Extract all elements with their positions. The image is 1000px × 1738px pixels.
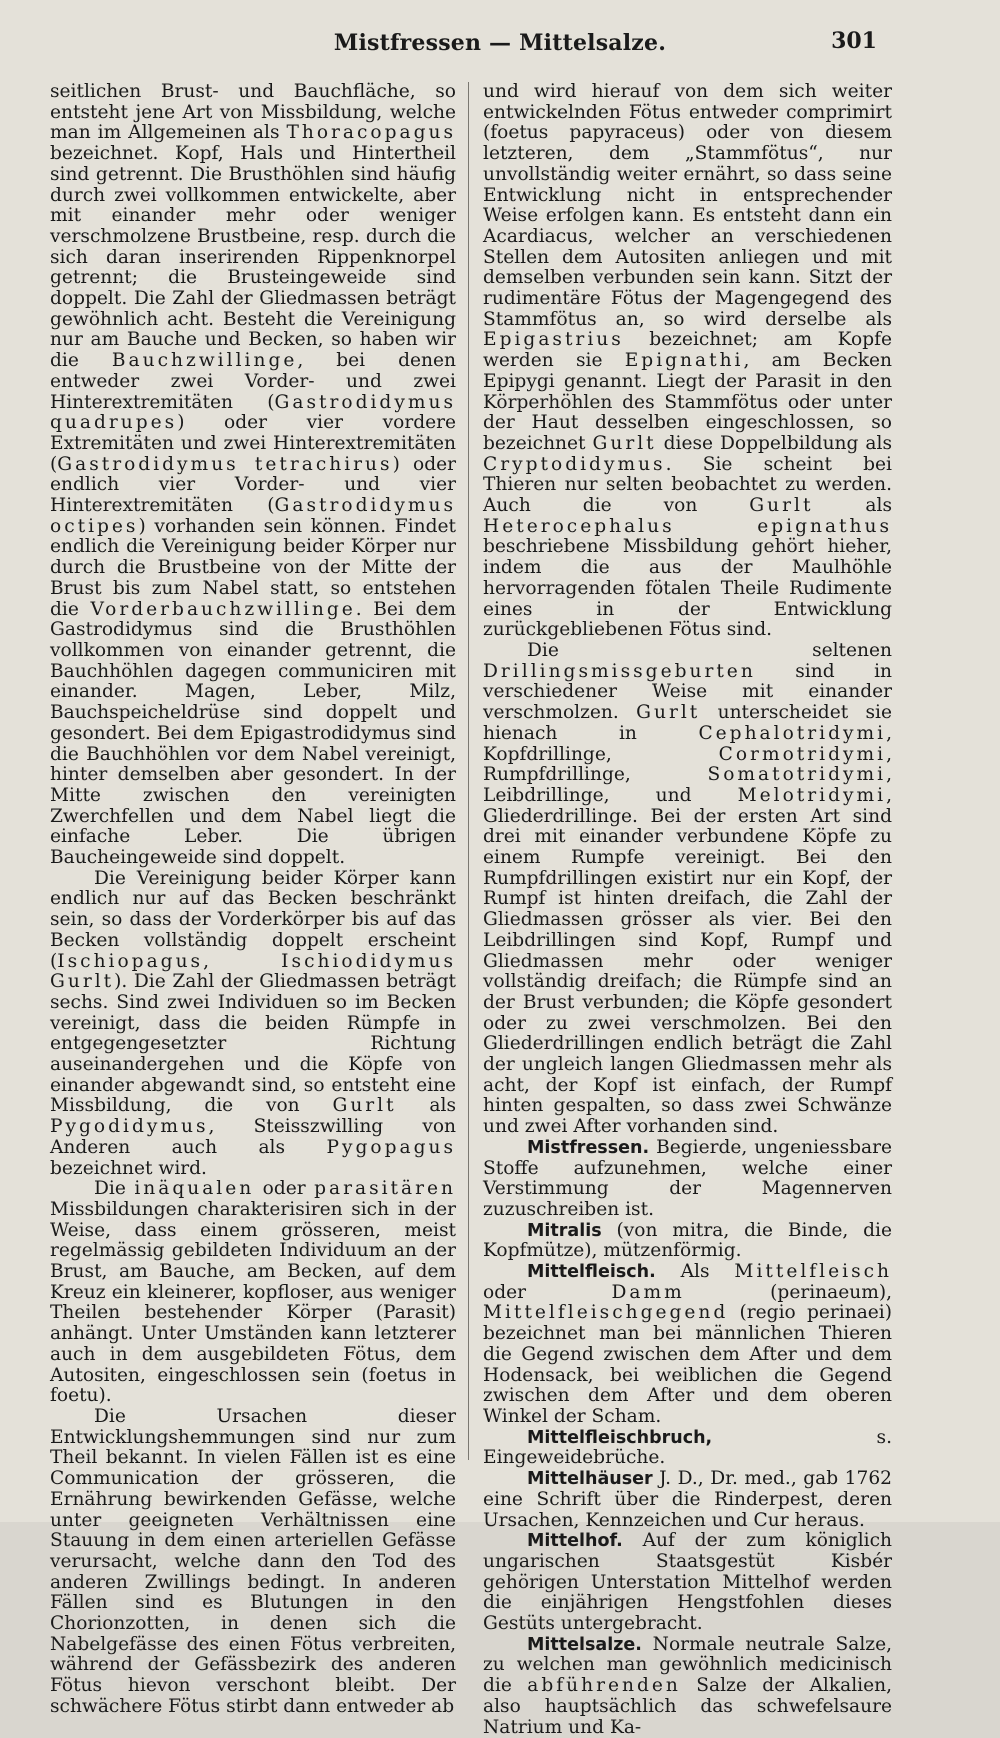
entry-mittelhaeuser xyxy=(483,1469,892,1531)
text: bezeichnet. Kopf, Hals und Hintertheil sind getrennt. Die Brusthöhlen sind häufig durch zwei vollkommen entwickelte, aber mit einander mehr oder weniger verschmolzene Brustbeine, resp. durch die sich daran inserirenden Rippenknorpel getrennt; die Brusteingeweide sind doppelt. Die Zahl der Gliedmassen beträgt gewöhnlich acht. Besteht die Vereinigung nur am Bauche und Becken, so haben wir die xyxy=(50,143,456,372)
headword: Mistfressen. xyxy=(527,1137,650,1158)
paragraph-ischiopagus xyxy=(50,869,456,1180)
text: , Steisszwilling von Anderen auch als xyxy=(50,1116,456,1158)
text: , Kopfdrillinge, xyxy=(483,722,892,765)
term: Gastrodidymus tetrachirus xyxy=(57,453,393,475)
term: Gurlt xyxy=(749,495,814,517)
term: Thoracopagus xyxy=(286,122,456,144)
term: Epigastrius xyxy=(483,329,624,351)
text: Die seltenen xyxy=(527,639,892,661)
text: , Leibdrillinge, und xyxy=(483,764,892,806)
text: und wird hierauf von dem sich weiter entwickelnden Fötus entweder comprimirt (foetus papyraceus) oder von diesem letzteren, dem „Stammfötus“, nur unvollständig weiter ernährt, so dass seine Entwicklung nicht in entsprechender Weise erfolgen kann. Es entsteht dann ein Acardiacus, welcher an verschiedenen Stellen dem Autositen anliegen und mit demselben verbunden sein kann. Sitzt der rudimentäre Fötus der Magengegend des Stammfötus an, so wird derselbe als xyxy=(483,81,892,330)
text: Die Vereinigung beider Körper kann endlich nur auf das Becken beschränkt sein, so dass der Vorderkörper bis auf das Becken vollständig doppelt erscheint ( xyxy=(50,867,456,972)
page-number: 301 xyxy=(831,28,877,54)
headword: Mitralis xyxy=(527,1220,602,1241)
term: Cryptodidymus xyxy=(483,453,666,475)
entry-text: J. D., Dr. med., gab 1762 eine Schrift über die Rinderpest, deren Ursachen, Kennzeichen und Cur heraus. xyxy=(483,1468,892,1531)
entry-text: Begierde, ungeniessbare Stoffe aufzunehmen, welche einer Verstimmung der Magennerven zuzuschreiben ist. xyxy=(483,1136,892,1220)
text: oder xyxy=(254,1178,315,1200)
text: . Bei dem Gastrodidymus sind die Brusthöhlen vollkommen von einander getrennt, die Bauchhöhlen dagegen communiciren mit einander. Magen, Leber, Milz, Bauchspeicheldrüse sind doppelt und gesondert. Bei dem Epigastrodidymus sind die Bauchhöhlen vor dem Nabel vereinigt, hinter demselben aber gesondert. In der Mitte zwischen den vereinigten Zwerchfellen und dem Nabel liegt die einfache Leber. Die übrigen Baucheingeweide sind doppelt. xyxy=(50,598,456,869)
text: Die xyxy=(94,1178,135,1200)
text: ) oder vier vordere Extremitäten und zwei Hinterextremitäten ( xyxy=(50,412,456,475)
text: als xyxy=(813,495,892,517)
entry-mittelfleischbruch xyxy=(483,1428,892,1469)
term: Cormotridymi xyxy=(718,743,887,765)
headword: Mittelsalze. xyxy=(527,1634,642,1655)
paragraph-thoracopagus xyxy=(50,82,456,869)
term: Pygopagus xyxy=(326,1136,456,1158)
paragraph-causes: Die Ursachen dieser Entwicklungshemmungen sind nur zum Theil bekannt. In vielen Fällen ist es eine Communication der grösseren, die Ernährung bewirkenden Gefässe, welche unter geeigneten Verhältnissen eine Stauung in dem einen arteriellen Gefässe verursacht, welche dann den Tod des anderen Zwillings bedingt. In anderen Fällen sind es Blutungen in den Chorionzotten, in denen sich die Nabelgefässe des einen Fötus verbreiten, während der Gefässbezirk des anderen Fötus hievon verschont bleibt. Der schwächere Fötus stirbt dann entweder ab xyxy=(50,1406,456,1717)
term: parasitären xyxy=(314,1178,456,1200)
text: bezeichnet; am Kopfe werden sie xyxy=(483,329,892,372)
text: ) oder endlich vier Vorder- und vier Hinterextremitäten ( xyxy=(50,453,456,517)
term: Vorderbauchzwillinge xyxy=(90,598,356,620)
term: Mittelfleisch xyxy=(734,1261,892,1283)
term: Gastrodidymus octipes xyxy=(50,495,456,537)
text: . Sie scheint bei Thieren nur selten beobachtet zu werden. Auch die von xyxy=(483,453,892,517)
text: , bei denen entweder zwei Vorder- und zwei Hinterextremitäten ( xyxy=(50,350,456,413)
term: Melotridymi xyxy=(737,784,887,806)
text: bezeichnet wird. xyxy=(50,1157,207,1179)
term: Gurlt xyxy=(592,432,657,454)
text: , am Becken Epipygi genannt. Liegt der Parasit in den Körperhöhlen des Stammfötus oder unter der Haut desselben eingeschlossen, so bezeichnet xyxy=(483,350,892,454)
entry-mittelsalze xyxy=(483,1635,892,1738)
text: unterscheidet sie hienach in xyxy=(483,702,892,744)
entry-text: s. Eingeweidebrüche. xyxy=(483,1426,892,1469)
text: oder xyxy=(483,1281,612,1303)
text: seitlichen Brust- und Bauchfläche, so entsteht jene Art von Missbildung, welche man im Allgemeinen als xyxy=(50,81,456,144)
text: ). Die Zahl der Gliedmassen beträgt sechs. Sind zwei Individuen so im Becken vereinigt, dass die beiden Rümpfe in entgegengesetzter Richtung auseinandergehen und die Köpfe von einander abgewandt sind, so entsteht eine Missbildung, die von xyxy=(50,971,456,1117)
text: beschriebene Missbildung gehört hieher, indem die aus der Maulhöhle hervorragenden fötalen Theile Rudimente eines in der Entwicklung zurückgebliebenen Fötus sind. xyxy=(483,536,892,641)
paragraph-drillinge xyxy=(483,641,892,1138)
term: Gastrodidymus quadrupes xyxy=(50,391,456,434)
headword: Mittelhäuser xyxy=(527,1469,653,1490)
entry-mistfressen xyxy=(483,1138,892,1221)
text: (perinaeum), xyxy=(684,1281,892,1303)
entry-mittelfleisch xyxy=(483,1262,892,1428)
term: Ischiopagus, Ischiodidymus Gurlt xyxy=(50,950,456,993)
term: abführenden xyxy=(527,1675,681,1697)
paragraph-parasitic xyxy=(50,1179,456,1407)
term: inäqualen xyxy=(134,1178,255,1200)
term: Mittelfleischgegend xyxy=(483,1302,729,1324)
header-title: Mistfressen — Mittelsalze. xyxy=(333,30,667,56)
term: Damm xyxy=(611,1281,685,1303)
left-column xyxy=(50,81,456,1717)
term: Somatotridymi xyxy=(707,764,887,786)
text: ) vorhanden sein können. Findet endlich die Vereinigung beider Körper nur durch die Brustbeine von der Mitte der Brust bis zum Nabel statt, so entstehen die xyxy=(50,515,456,620)
text: diese Doppelbildung als xyxy=(656,432,892,454)
entry-text: Auf der zum königlich ungarischen Staatsgestüt Kisbér gehörigen Unterstation Mittelhof werden die einjährigen Hengstfohlen dieses Gestüts untergebracht. xyxy=(483,1530,892,1635)
column-divider xyxy=(468,82,469,1460)
term: Gurlt xyxy=(636,702,701,724)
text: , Rumpfdrillinge, xyxy=(483,743,892,786)
term: Gurlt xyxy=(332,1095,397,1117)
term: Pygodidymus xyxy=(50,1116,209,1138)
entry-text: (von mitra, die Binde, die Kopfmütze), mützenförmig. xyxy=(483,1219,892,1262)
text: Als xyxy=(655,1261,735,1283)
text: , Gliederdrillinge. Bei der ersten Art sind drei mit einander verbundene Köpfe zu einem Rumpfe vereinigt. Bei den Rumpfdrillingen existirt nur ein Kopf, der Rumpf ist hinten dreifach, die Zahl der Gliedmassen grösser als vier. Bei den Leibdrillingen sind Kopf, Rumpf und Gliedmassen mehr oder weniger vollständig dreifach; die Rümpfe sind an der Brust verbunden; die Köpfe gesondert oder zu zwei verschmolzen. Bei den Gliederdrillingen endlich beträgt die Zahl der ungleich langen Gliedmassen mehr als acht, der Kopf ist einfach, der Rumpf hinten gespalten, so dass zwei Schwänze und zwei After vorhanden sind. xyxy=(483,784,892,1138)
text: Missbildungen charakterisiren sich in der Weise, dass einem grösseren, meist regelmässig gebildeten Individuum an der Brust, am Bauche, am Becken, auf dem Kreuz ein kleinerer, kopfloser, aus weniger Theilen bestehender Körper (Parasit) anhängt. Unter Umständen kann letzterer auch in dem ausgebildeten Fötus, dem Autositen, eingeschlossen sein (foetus in foetu). xyxy=(50,1198,456,1407)
term: Heterocephalus epignathus xyxy=(483,515,892,537)
entry-mittelhof xyxy=(483,1531,892,1635)
term: Cephalotridymi xyxy=(698,722,887,744)
headword: Mittelfleischbruch, xyxy=(527,1427,713,1448)
term: Drillingsmissgeburten xyxy=(483,660,756,682)
text: Salze der Alkalien, also hauptsächlich das schwefelsaure Natrium und Ka- xyxy=(483,1675,893,1738)
running-header xyxy=(0,30,1000,60)
text: sind in verschiedener Weise mit einander verschmolzen. xyxy=(483,660,892,724)
text: als xyxy=(396,1095,456,1117)
term: Bauchzwillinge xyxy=(111,350,298,372)
headword: Mittelfleisch. xyxy=(527,1262,656,1283)
right-column xyxy=(483,81,893,1738)
paragraph-stammfoetus xyxy=(483,82,892,641)
entry-mitralis xyxy=(483,1221,892,1262)
text: Normale neutrale Salze, zu welchen man gewöhnlich medicinisch die xyxy=(483,1633,892,1697)
text: (regio perinaei) bezeichnet man bei männlichen Thieren die Gegend zwischen dem After und dem Hodensack, bei weiblichen die Gegend zwischen dem After und dem oberen Winkel der Scham. xyxy=(483,1302,892,1427)
headword: Mittelhof. xyxy=(527,1531,623,1552)
term: Epignathi xyxy=(624,350,744,372)
